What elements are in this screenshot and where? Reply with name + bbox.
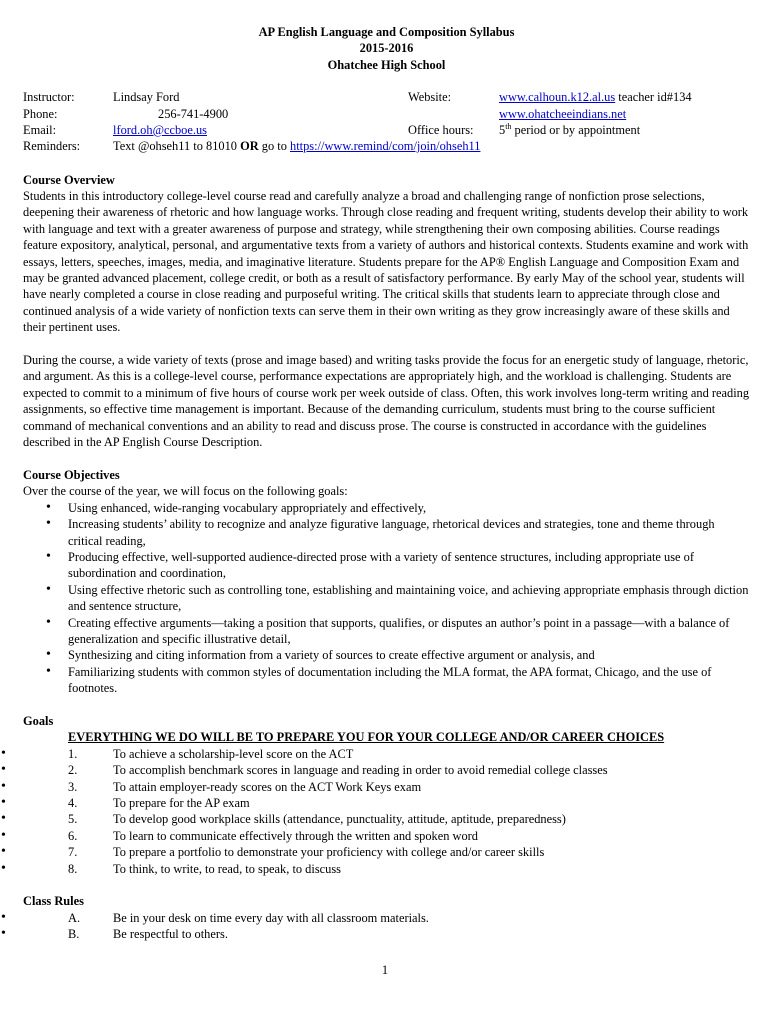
list-item: • Using enhanced, wide-ranging vocabulary appropriately and effectively, bbox=[68, 500, 750, 516]
reminders-label: Reminders: bbox=[23, 139, 81, 154]
goals-banner: EVERYTHING WE DO WILL BE TO PREPARE YOU FOR YOUR COLLEGE AND/OR CAREER CHOICES bbox=[68, 730, 665, 745]
website-label: Website: bbox=[408, 90, 452, 105]
item-number: • 6. bbox=[68, 828, 78, 843]
list-item bbox=[23, 828, 750, 844]
item-number: • 4. bbox=[68, 796, 78, 810]
school-year: 2015-2016 bbox=[359, 41, 414, 56]
list-item bbox=[23, 795, 750, 811]
goals-section bbox=[23, 713, 750, 877]
objectives-intro: Over the course of the year, we will focus on the following goals: bbox=[23, 484, 348, 499]
list-item bbox=[23, 926, 750, 942]
item-text: To prepare for the AP exam bbox=[113, 796, 250, 810]
course-objectives-section bbox=[23, 467, 750, 697]
item-text: Be respectful to others. bbox=[113, 927, 228, 942]
office-hours-period: 5 bbox=[499, 123, 506, 138]
course-overview-heading: Course Overview bbox=[23, 172, 115, 187]
goals-list bbox=[23, 746, 750, 877]
list-item: • Creating effective arguments—taking a position that supports, qualifies, or disputes an author’s point in a passage—with a balance of generalization and specific illustrative detail, bbox=[68, 615, 750, 648]
rules-list bbox=[23, 910, 750, 943]
list-item bbox=[23, 811, 750, 827]
email-label: Email: bbox=[23, 123, 57, 138]
list-item: • Synthesizing and citing information from a variety of sources to create effective argument or analysis, and bbox=[68, 647, 750, 663]
item-text: To accomplish benchmark scores in language and reading in order to avoid remedial college classes bbox=[113, 763, 608, 778]
document-title: AP English Language and Composition Syllabus bbox=[258, 25, 515, 39]
item-text: To prepare a portfolio to demonstrate your proficiency with college and/or career skills bbox=[113, 845, 545, 860]
email-link[interactable]: lford.oh@ccboe.us bbox=[113, 123, 207, 138]
website-value bbox=[499, 89, 692, 105]
item-number: • 7. bbox=[68, 845, 78, 860]
document-header bbox=[23, 24, 750, 73]
class-rules-section bbox=[23, 893, 750, 942]
list-item: • Using effective rhetoric such as controlling tone, establishing and maintaining voice, and achieving appropriate emphasis through diction and sentence structure, bbox=[68, 582, 750, 615]
office-hours-suffix: th bbox=[505, 121, 512, 131]
item-number: • 1. bbox=[68, 746, 78, 761]
item-text: Be in your desk on time every day with all classroom materials. bbox=[113, 910, 429, 925]
school-name: Ohatchee High School bbox=[327, 57, 446, 72]
reminders-value bbox=[113, 138, 480, 154]
office-hours-rest: period or by appointment bbox=[511, 123, 641, 138]
item-number: • 5. bbox=[68, 812, 78, 827]
email-value bbox=[113, 122, 207, 138]
list-item bbox=[23, 844, 750, 860]
remind-link[interactable]: https://www.remind/com/join/ohseh11 bbox=[290, 139, 481, 154]
item-number: • 8. bbox=[68, 861, 78, 876]
website-link-ohatchee[interactable]: www.ohatcheeindians.net bbox=[499, 106, 627, 121]
office-hours-label: Office hours: bbox=[408, 123, 474, 138]
reminders-text: Text @ohseh11 to 81010 bbox=[113, 139, 241, 154]
page-number: 1 bbox=[381, 963, 389, 977]
item-text: To develop good workplace skills (attendance, punctuality, attitude, aptitude, preparedness) bbox=[113, 812, 566, 827]
class-rules-heading: Class Rules bbox=[23, 894, 84, 909]
website-link-calhoun[interactable]: www.calhoun.k12.al.us bbox=[499, 90, 616, 105]
website-value-2 bbox=[499, 106, 626, 122]
reminders-or: OR bbox=[240, 139, 259, 154]
phone-label: Phone: bbox=[23, 106, 58, 121]
list-item bbox=[23, 762, 750, 778]
goals-heading: Goals bbox=[23, 713, 54, 728]
instructor-label: Instructor: bbox=[23, 90, 75, 105]
phone-number: 256-741-4900 bbox=[158, 106, 229, 121]
list-item bbox=[23, 779, 750, 795]
item-text: To think, to write, to read, to speak, to discuss bbox=[113, 861, 341, 876]
list-item bbox=[23, 910, 750, 926]
list-item: • Increasing students’ ability to recognize and analyze figurative language, rhetorical devices and strategies, tone and theme through critical reading, bbox=[68, 516, 750, 549]
item-text: To achieve a scholarship-level score on the ACT bbox=[113, 746, 354, 761]
syllabus-page bbox=[23, 24, 750, 943]
objectives-list bbox=[23, 500, 750, 697]
instructor-info bbox=[23, 89, 750, 155]
list-item: • Producing effective, well-supported audience-directed prose with a variety of sentence structures, including appropriate use of subordination and coordination, bbox=[68, 549, 750, 582]
item-number: • 2. bbox=[68, 763, 78, 778]
reminders-go-to: go to bbox=[258, 139, 291, 154]
instructor-name: Lindsay Ford bbox=[113, 90, 180, 105]
item-number: • B. bbox=[68, 927, 80, 942]
item-number: • A. bbox=[68, 910, 81, 925]
list-item bbox=[23, 861, 750, 877]
item-number: • 3. bbox=[68, 779, 78, 794]
item-text: To attain employer-ready scores on the ACT Work Keys exam bbox=[113, 779, 422, 794]
office-hours-value bbox=[499, 122, 640, 138]
teacher-id: teacher id#134 bbox=[615, 90, 692, 105]
overview-paragraph-2: During the course, a wide variety of texts (prose and image based) and writing tasks provide the focus for an energetic study of language, rhetoric, and argument. As this is a college-level course, performance expectations are appropriately high, and the workload is challenging. Students are expected to commit to a minimum of five hours of course work per week outside of class. Often, this work involves long-term writing and reading assignments, so effective time management is important. Because of the demanding curriculum, students must bring to the course sufficient command of mechanical conventions and an ability to read and discuss prose. The course is constructed in accordance with the guidelines described in the AP English Course Description. bbox=[23, 353, 750, 450]
list-item: • Familiarizing students with common styles of documentation including the MLA format, the APA format, Chicago, and the use of footnotes. bbox=[68, 664, 750, 697]
overview-paragraph-1: Students in this introductory college-level course read and carefully analyze a broad and challenging range of nonfiction prose selections, deepening their awareness of rhetoric and how language works. Through close reading and frequent writing, students develop their ability to work with language and text with a greater awareness of purpose and strategy, while strengthening their own composing abilities. Course readings feature expository, analytical, personal, and argumentative texts from a variety of authors and historical contexts. Students examine and work with essays, letters, speeches, images, media, and imaginative literature. Students prepare for the AP® English Language and Composition Exam and may be granted advanced placement, college credit, or both as a result of satisfactory performance. By early May of the school year, students will have nearly completed a course in close reading and purposeful writing. The critical skills that students learn to appreciate through close and continued analysis of a wide variety of nonfiction texts can serve them in their own writing as they grow increasingly aware of these skills and their pertinent uses. bbox=[23, 189, 749, 335]
course-overview-section bbox=[23, 172, 750, 451]
list-item bbox=[23, 746, 750, 762]
course-objectives-heading: Course Objectives bbox=[23, 467, 120, 482]
item-text: To learn to communicate effectively through the written and spoken word bbox=[113, 828, 479, 843]
